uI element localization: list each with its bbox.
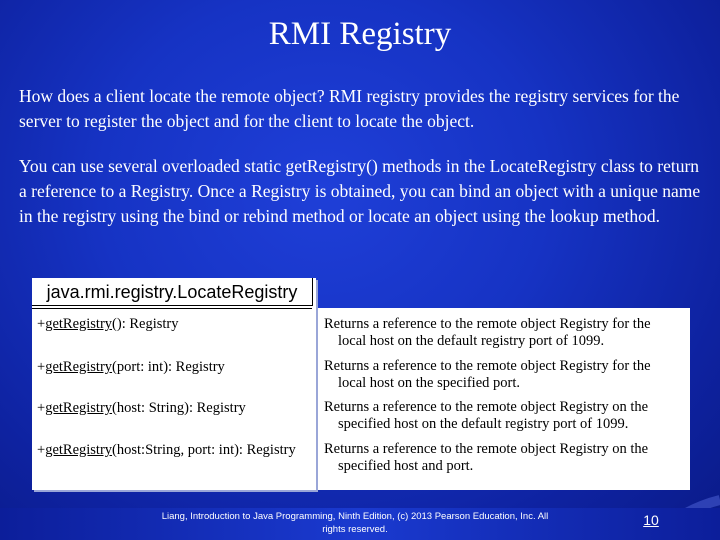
uml-method [37,442,296,459]
method-descriptions-box [318,308,690,490]
method-description [324,358,688,392]
uml-divider [32,308,312,309]
method-signature: (host:String, port: int): Registry [112,442,296,458]
method-prefix: + [37,359,46,375]
description-line: Returns a reference to the remote object Registry for the [324,358,651,374]
uml-method [37,400,246,417]
page-number: 10 [643,512,659,528]
uml-class-box [32,278,316,490]
paragraph-1: How does a client locate the remote object? RMI registry provides the registry services for the server to register the object and for the client to locate the object. [19,86,680,131]
method-description [324,316,688,350]
method-signature: (port: int): Registry [112,359,225,375]
method-signature: (host: String): Registry [112,400,246,416]
method-prefix: + [37,442,46,458]
footer-line: rights reserved. [322,524,388,535]
footer-line: Liang, Introduction to Java Programming, Ninth Edition, (c) 2013 Pearson Education, Inc. All [161,511,549,522]
method-name: getRegistry [45,316,113,332]
description-line: Returns a reference to the remote object Registry on the [324,399,649,415]
method-prefix: + [37,400,46,416]
method-description [324,441,688,475]
method-description [324,399,688,433]
description-line: local host on the default registry port of 1099. [338,333,605,349]
paragraph-2: You can use several overloaded static getRegistry() methods in the LocateRegistry class to return a reference to a Registry. Once a Registry is obtained, you can bind an object with a unique name in the registry using the bind or rebind method or locate an object using the lookup method. [19,156,701,226]
description-line: local host on the specified port. [338,375,521,391]
uml-class-name: java.rmi.registry.LocateRegistry [32,278,313,306]
description-line: specified host and port. [338,458,474,474]
uml-method [37,359,225,376]
description-line: specified host on the default registry port of 1099. [338,416,629,432]
footer-citation [140,510,570,536]
method-name: getRegistry [45,442,113,458]
description-line: Returns a reference to the remote object Registry for the [324,316,651,332]
method-name: getRegistry [45,400,113,416]
slide-title: RMI Registry [268,16,452,52]
description-line: Returns a reference to the remote object Registry on the [324,441,649,457]
method-signature: (): Registry [112,316,179,332]
method-name: getRegistry [45,359,113,375]
uml-method [37,316,179,333]
method-prefix: + [37,316,46,332]
